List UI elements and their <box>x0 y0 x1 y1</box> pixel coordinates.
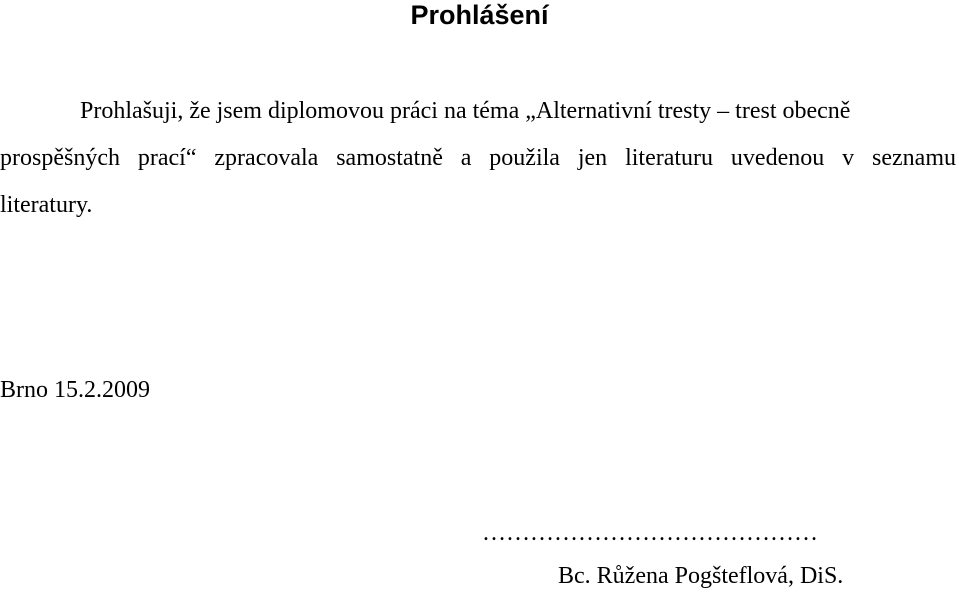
declaration-line-3: literatury. <box>0 192 93 218</box>
declaration-line-1: Prohlašuji, že jsem diplomovou práci na téma „Alternativní tresty – trest obecně <box>80 98 851 124</box>
signature-name: Bc. Růžena Pogšteflová, DiS. <box>558 563 844 589</box>
signature-dotted-line: …………………………………… <box>482 520 818 546</box>
page-title: Prohlášení <box>410 0 549 30</box>
place-and-date: Brno 15.2.2009 <box>0 377 150 403</box>
declaration-line-2: prospěšných prací“ zpracovala samostatně a použila jen literaturu uvedenou v seznamu <box>0 145 956 171</box>
